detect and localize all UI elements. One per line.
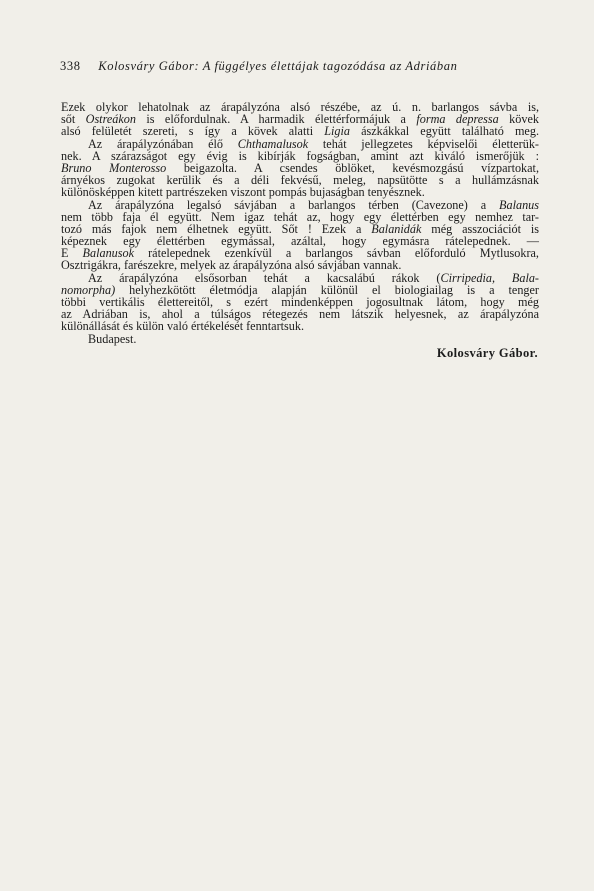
text-segment: nem több faja él együtt. Nem igaz tehát az, hogy egy élettérben egy nemhez tar- bbox=[61, 209, 539, 224]
text-segment: is előfordulnak. A harmadik élettérformájuk a bbox=[135, 112, 417, 127]
italic-text-segment: Cirripedia, Bala- bbox=[440, 270, 539, 285]
running-header bbox=[60, 59, 540, 74]
text-segment: Osztrigákra, farészekre, melyek az árapályzóna alsó sávjában vannak. bbox=[61, 258, 402, 273]
text-segment: helyhezkötött életmódja alapján különül el biologiailag is a tenger bbox=[115, 282, 539, 297]
text-segment: Az árapályzóna legalsó sávjában a barlangos térben (Cavezone) a bbox=[88, 197, 500, 212]
text-segment: az Adriában is, ahol a túlságos rétegezés nem látszik helyesnek, az árapályzóna bbox=[61, 307, 539, 322]
author-signature: Kolosváry Gábor. bbox=[436, 346, 538, 360]
text-segment: beigazolta. A csendes öblöket, kevésmozgású vízpartokat, bbox=[166, 160, 539, 175]
text-segment: Budapest. bbox=[88, 331, 137, 346]
text-segment: képeznek egy élettérben egymással, azáltal, hogy egymásra rátelepednek. — bbox=[61, 234, 539, 249]
text-segment: kövek bbox=[498, 112, 539, 127]
text-line bbox=[61, 333, 539, 345]
text-segment: különállását és külön való értékelését fenntartsuk. bbox=[61, 319, 304, 334]
text-segment: nek. A szárazságot egy évig is kibírják fogságban, amint azt kiváló ismerőjük : bbox=[61, 148, 539, 163]
italic-text-segment: Chthamalusok bbox=[237, 136, 309, 151]
text-segment: tehát jellegzetes képviselői életterük- bbox=[308, 136, 539, 151]
text-segment: különösképpen kitett partrészeken viszont pompás bujaságban tenyésznek. bbox=[61, 185, 425, 200]
text-segment: Az árapályzónában élő bbox=[88, 136, 238, 151]
text-segment: rátelepednek ezenkívül a barlangos sávban előforduló Mytlusokra, bbox=[134, 246, 539, 261]
text-segment: árnyékos zugokat kerülik és a déli fekvésű, meleg, napsütötte s a hullámzásnak bbox=[61, 173, 539, 188]
text-segment: tozó más fajok nem élhetnek együtt. Sőt ! Ezek a bbox=[61, 221, 372, 236]
text-segment: E bbox=[61, 246, 83, 261]
italic-text-segment: forma depressa bbox=[416, 112, 499, 127]
italic-text-segment: Balanus bbox=[499, 197, 539, 212]
text-segment: Ezek olykor lehatolnak az árapályzóna alsó részébe, az ú. n. barlangos sávba is, bbox=[61, 100, 539, 114]
page-number: 338 bbox=[60, 59, 81, 73]
italic-text-segment: Ostreákon bbox=[85, 112, 136, 127]
text-segment: ászkákkal együtt található meg. bbox=[350, 124, 539, 139]
text-segment: még asszociációt is bbox=[421, 221, 539, 236]
text-segment: Az árapályzóna elsősorban tehát a kacsalábú rákok ( bbox=[88, 270, 441, 285]
italic-text-segment: Balanidák bbox=[371, 221, 422, 236]
text-segment: többi vertikális élettereitől, s ezért mindenképpen jogosultnak látom, hogy még bbox=[61, 295, 539, 309]
italic-text-segment: Ligia bbox=[324, 124, 350, 139]
italic-text-segment: nomorpha) bbox=[61, 282, 116, 297]
text-segment: sőt bbox=[61, 112, 86, 127]
italic-text-segment: Bruno Monterosso bbox=[61, 160, 167, 175]
article-body bbox=[61, 101, 539, 345]
running-title: Kolosváry Gábor: A függélyes élettájak tagozódása az Adriában bbox=[98, 59, 458, 73]
text-segment: alsó felületét szereti, s így a kövek alatti bbox=[61, 124, 325, 139]
italic-text-segment: Balanusok bbox=[82, 246, 134, 261]
